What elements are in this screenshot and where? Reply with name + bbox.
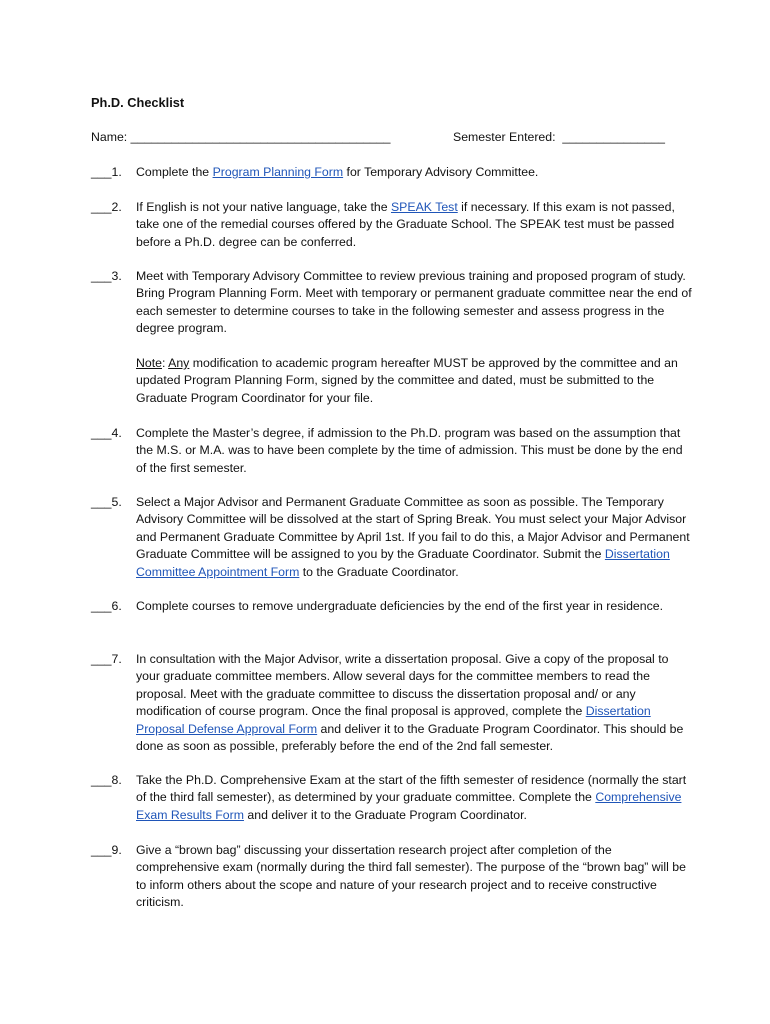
note-text: modification to academic program hereafter MUST be approved by the committee and an updated Program Planning Form, signed by the committee and dated, must be submitted to the Graduate Program Coordinator for your file. <box>136 356 678 405</box>
item-number: ___6. <box>91 599 122 613</box>
item-text: Complete the Master’s degree, if admission to the Ph.D. program was based on the assumption that the M.S. or M.A. was to have been complete by the time of admission. This must be done by the end of the first semester. <box>136 426 683 475</box>
item-text <box>136 772 692 824</box>
item-text: Give a “brown bag” discussing your dissertation research project after completion of the comprehensive exam (normally during the third fall semester). The purpose of the “brown bag” will be to inform others about the scope and nature of your research project and to receive constructive criticism. <box>136 843 686 910</box>
item-text-part: Complete the <box>136 165 213 179</box>
item-number: ___9. <box>91 843 122 857</box>
name-field-line: Name: ______________________________________ <box>91 130 391 144</box>
item-text-part: and deliver it to the Graduate Program Coordinator. This should be done as soon as possible, preferably before the end of the 2nd fall semester. <box>136 721 684 754</box>
dissertation-committee-appointment-form-link[interactable]: Dissertation Committee Appointment Form <box>136 547 670 579</box>
item-paragraph: Meet with Temporary Advisory Committee to review previous training and proposed program of study. Bring Program Planning Form. Meet with temporary or permanent graduate committee near the end of each semester to determine courses to take in the following semester and assess progress in the degree program. <box>136 269 692 336</box>
item-text-part: In consultation with the Major Advisor, write a dissertation proposal. Give a copy of the proposal to your graduate committee members. Allow several days for the committee members to read the proposal. Meet with the graduate committee to discuss the dissertation proposal and/ or any modification of course program. Once the final proposal is approved, complete the <box>136 652 669 719</box>
item-text <box>136 164 692 181</box>
item-note <box>136 355 692 407</box>
item-text: Complete courses to remove undergraduate deficiencies by the end of the first year in residence. <box>136 599 664 613</box>
item-text-part: If English is not your native language, take the <box>136 200 391 214</box>
comprehensive-exam-results-form-link[interactable]: Comprehensive Exam Results Form <box>136 790 682 822</box>
item-text-part: if necessary. If this exam is not passed, take one of the remedial courses offered by the Graduate School. The SPEAK test must be passed before a Ph.D. degree can be conferred. <box>136 200 675 249</box>
item-number: ___4. <box>91 426 122 440</box>
item-number: ___1. <box>91 165 122 179</box>
item-number: ___5. <box>91 495 122 509</box>
item-text-part: Select a Major Advisor and Permanent Graduate Committee as soon as possible. The Temporary Advisory Committee will be dissolved at the start of Spring Break. You must select your Major Advisor and Permanent Graduate Committee by April 1st. If you fail to do this, a Major Advisor and Permanent Graduate Committee will be assigned to you by the Graduate Coordinator. Submit the <box>136 495 690 562</box>
item-text <box>136 199 692 251</box>
item-text-part: for Temporary Advisory Committee. <box>343 165 539 179</box>
page-title: Ph.D. Checklist <box>91 95 185 110</box>
note-any: Any <box>168 356 190 371</box>
program-planning-form-link[interactable]: Program Planning Form <box>212 165 344 179</box>
note-separator: : <box>161 356 169 371</box>
item-text-part: and deliver it to the Graduate Program Coordinator. <box>243 807 527 822</box>
item-number: ___8. <box>91 773 122 787</box>
speak-test-link[interactable]: SPEAK Test <box>390 200 458 214</box>
item-number: ___3. <box>91 269 122 283</box>
semester-entered-field-line: Semester Entered: _______________ <box>453 130 665 144</box>
item-number: ___7. <box>91 652 122 666</box>
item-text <box>136 494 692 581</box>
note-label: Note <box>136 356 162 371</box>
item-text <box>136 651 692 755</box>
item-text-part: Take the Ph.D. Comprehensive Exam at the start of the fifth semester of residence (normally the start of the third fall semester), as determined by your graduate committee. Complete the <box>136 773 687 805</box>
item-number: ___2. <box>91 200 122 214</box>
dissertation-proposal-defense-approval-form-link[interactable]: Dissertation Proposal Defense Approval Form <box>136 704 651 736</box>
item-text <box>136 268 692 407</box>
item-text-part: to the Graduate Coordinator. <box>299 564 459 579</box>
